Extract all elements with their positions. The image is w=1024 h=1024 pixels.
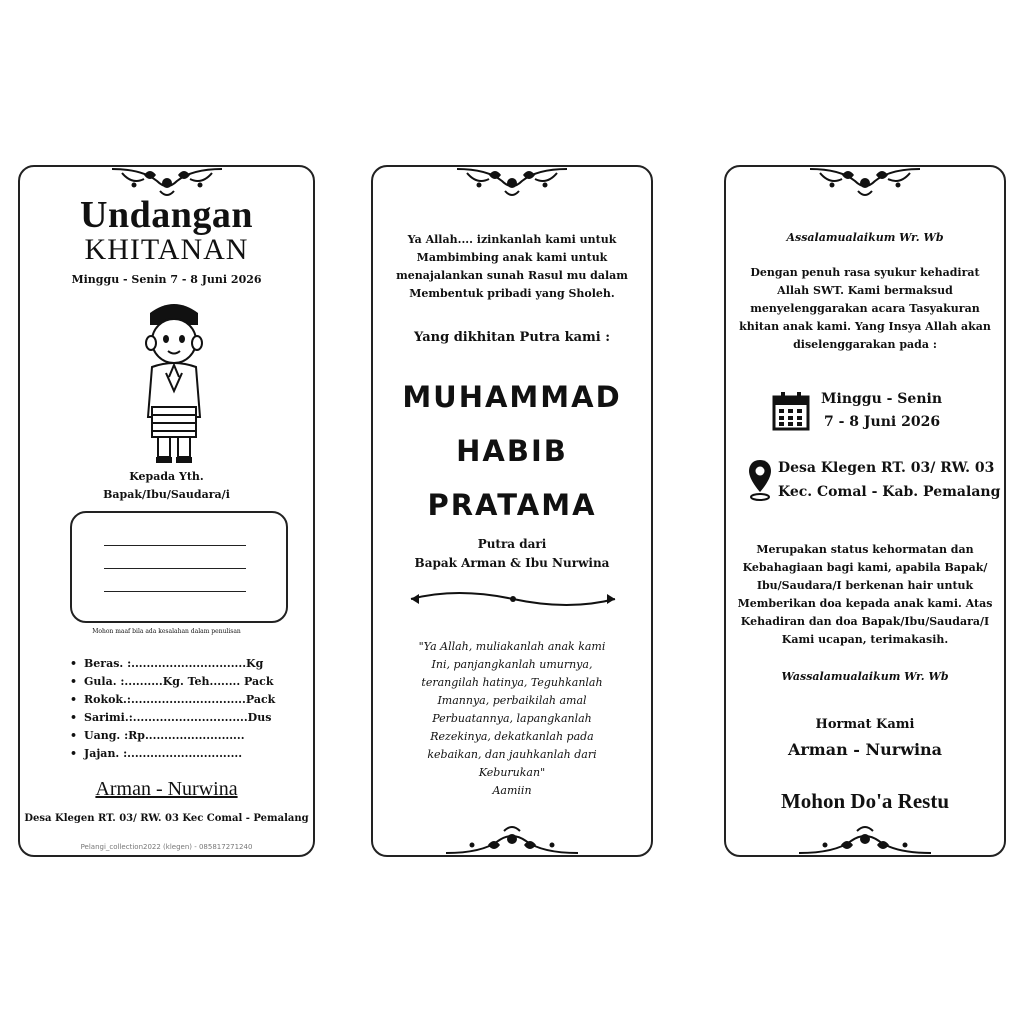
regards-label: Hormat Kami — [815, 717, 915, 732]
calendar-icon — [772, 391, 810, 431]
host-names: Arman - Nurwina — [787, 740, 943, 759]
parents-names: Bapak Arman & Ibu Nurwina — [414, 556, 610, 570]
floral-ornament-icon — [795, 823, 935, 857]
invitation-intro: Dengan penuh rasa syukur kehadirat Allah SWT. Kami bermaksud menyelenggarakan acara Tasyakuran khitan anak kami. Yang Insya Allah akan diselenggarakan pada : — [739, 266, 991, 351]
event-date: 7 - 8 Juni 2026 — [824, 414, 941, 430]
floral-ornament-icon — [447, 165, 577, 199]
contribution-item-cigarettes: • Rokok.:..............................Pack — [70, 693, 276, 706]
recipient-address-box[interactable] — [70, 511, 288, 623]
recipient-title: Bapak/Ibu/Saudara/i — [103, 488, 230, 501]
contribution-item-snacks: • Jajan. :.............................. — [70, 747, 243, 760]
apology-note: Mohon maaf bila ada kesalahan dalam penulisan — [92, 628, 241, 635]
doa-prayer: "Ya Allah, muliakanlah anak kami Ini, panjangkanlah umurnya, terangilah hatinya, Teguhkanlah Imannya, perbaikilah amal Perbuatannya, lapangkanlah Rezekinya, dekatkanlah pada kebaikan, dan jauhkanlah dari Keburukan" Aamiin — [418, 640, 606, 797]
floral-ornament-icon — [800, 165, 930, 199]
closing-message: Merupakan status kehormatan dan Kebahagiaan bagi kami, apabila Bapak/ Ibu/Saudara/I berkenan hair untuk Memberikan doa kepada anak kami. Atas Kehadiran dan doa Bapak/Ibu/Saudara/I Kami ucapan, terimakasih. — [737, 543, 993, 646]
contribution-item-money: • Uang. :Rp.......................... — [70, 729, 245, 742]
event-details-card — [724, 165, 1006, 857]
child-name-card — [371, 165, 653, 857]
address-line — [104, 568, 246, 569]
host-address: Desa Klegen RT. 03/ RW. 03 Kec Comal - Pemalang — [24, 813, 309, 824]
host-names: Arman - Nurwina — [95, 778, 238, 800]
contribution-item-sugar: • Gula. :..........Kg. Teh........ Pack — [70, 675, 274, 688]
farewell: Wassalamualaikum Wr. Wb — [781, 670, 949, 683]
map-pin-icon — [748, 458, 772, 502]
address-line — [104, 545, 246, 546]
contribution-item-noodles: • Sarimi.:..............................Dus — [70, 711, 272, 724]
child-name: MUHAMMAD HABIB PRATAMA — [402, 380, 622, 522]
son-of-label: Putra dari — [477, 537, 547, 551]
greeting: Assalamualaikum Wr. Wb — [786, 231, 944, 244]
address-line — [104, 591, 246, 592]
event-day: Minggu - Senin — [821, 391, 943, 407]
footer-credit: Pelangi_collection2022 (klegen) - 085817271240 — [80, 843, 253, 851]
blessing-request: Mohon Do'a Restu — [780, 789, 949, 813]
invitation-cover-card — [18, 165, 315, 857]
location-line-2: Kec. Comal - Kab. Pemalang — [778, 484, 1001, 500]
location-line-1: Desa Klegen RT. 03/ RW. 03 — [778, 460, 995, 476]
recipient-label: Kepada Yth. — [129, 470, 204, 483]
opening-prayer: Ya Allah.... izinkanlah kami untuk Mambimbing anak kami untuk menajalankan sunah Rasul mu dalam Membentuk pribadi yang Sholeh. — [396, 233, 628, 300]
contribution-item-rice: • Beras. :..............................Kg — [70, 657, 264, 670]
praying-boy-illustration — [138, 295, 210, 467]
flourish-divider-icon — [407, 589, 619, 609]
invitation-subtitle: KHITANAN — [84, 233, 249, 266]
floral-ornament-icon — [442, 823, 582, 857]
child-intro: Yang dikhitan Putra kami : — [413, 330, 611, 345]
event-date-line: Minggu - Senin 7 - 8 Juni 2026 — [71, 273, 262, 286]
invitation-title: Undangan — [80, 194, 253, 236]
